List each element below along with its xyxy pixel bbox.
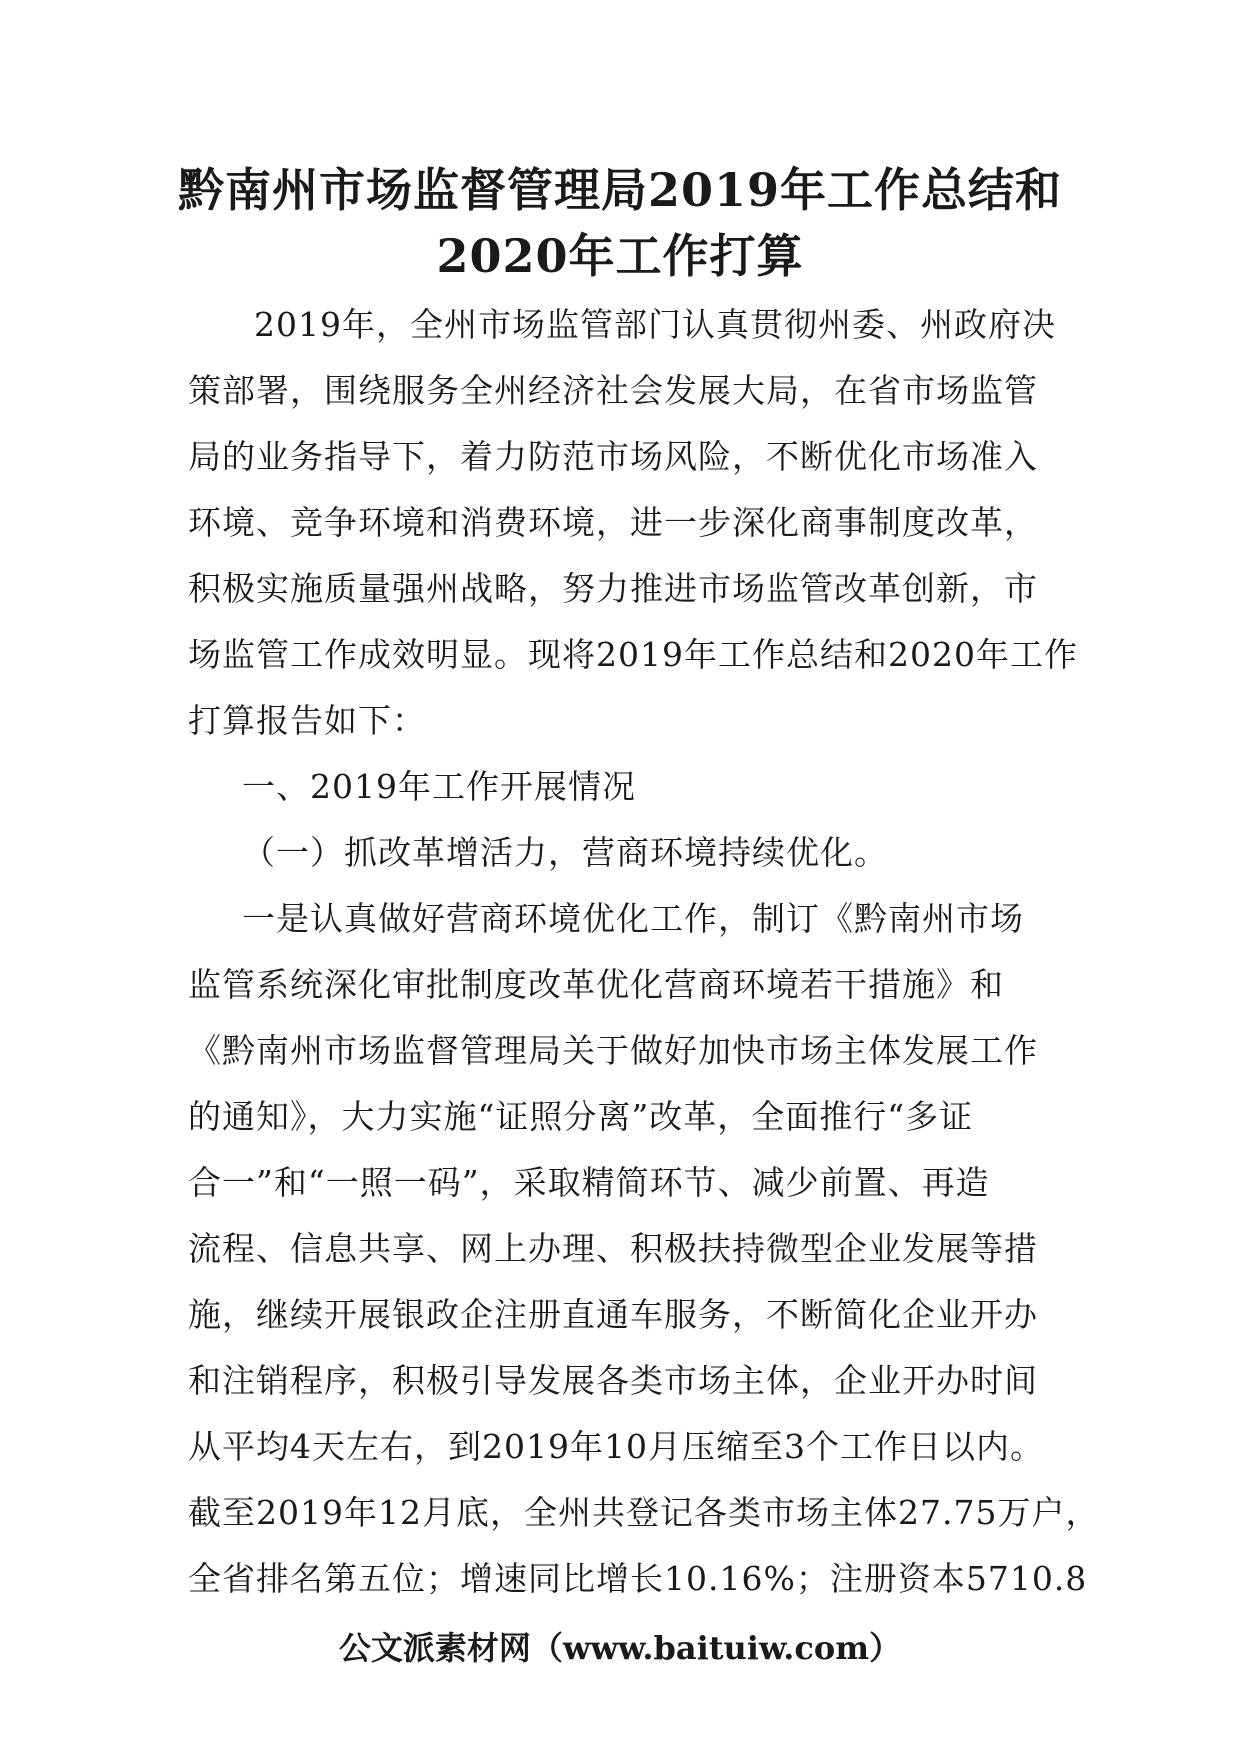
body-line: 合一”和“一照一码”，采取精简环节、减少前置、再造 [188,1163,990,1202]
body-line: 策部署，围绕服务全州经济社会发展大局，在省市场监管 [188,371,1038,410]
document-title-line-2: 2020年工作打算 [436,229,804,283]
body-line: 流程、信息共享、网上办理、积极扶持微型企业发展等措 [188,1229,1038,1268]
body-line: 场监管工作成效明显。现将2019年工作总结和2020年工作 [188,635,1078,674]
body-line: 一是认真做好营商环境优化工作，制订《黔南州市场 [242,899,1024,938]
body-line: 局的业务指导下，着力防范市场风险，不断优化市场准入 [188,437,1038,476]
document-title-line-1: 黔南州市场监督管理局2019年工作总结和 [177,163,1063,217]
body-line: 从平均4天左右，到2019年10月压缩至3个工作日以内。 [188,1427,1044,1466]
body-line: 积极实施质量强州战略，努力推进市场监管改革创新，市 [188,569,1038,608]
body-line: 截至2019年12月底，全州共登记各类市场主体27.75万户， [188,1493,1100,1532]
body-line: 的通知》，大力实施“证照分离”改革，全面推行“多证 [188,1097,974,1136]
body-line: 全省排名第五位；增速同比增长10.16%；注册资本5710.8 [188,1559,1088,1598]
body-line: 环境、竞争环境和消费环境，进一步深化商事制度改革， [188,503,1038,542]
body-line: 《黔南州市场监督管理局关于做好加快市场主体发展工作 [188,1031,1038,1070]
body-line: 监管系统深化审批制度改革优化营商环境若干措施》和 [188,965,1004,1004]
body-line: 和注销程序，积极引导发展各类市场主体，企业开办时间 [188,1361,1038,1400]
subsection-heading: （一）抓改革增活力，营商环境持续优化。 [242,833,888,872]
body-line: 打算报告如下： [188,701,426,740]
body-line: 2019年，全州市场监管部门认真贯彻州委、州政府决 [254,305,1056,344]
document-body [188,292,1100,1612]
body-line: 施，继续开展银政企注册直通车服务，不断简化企业开办 [188,1295,1038,1334]
footer-source-text: 公文派素材网（www.baituiw.com） [338,1629,902,1667]
section-heading: 一、2019年工作开展情况 [242,767,636,806]
